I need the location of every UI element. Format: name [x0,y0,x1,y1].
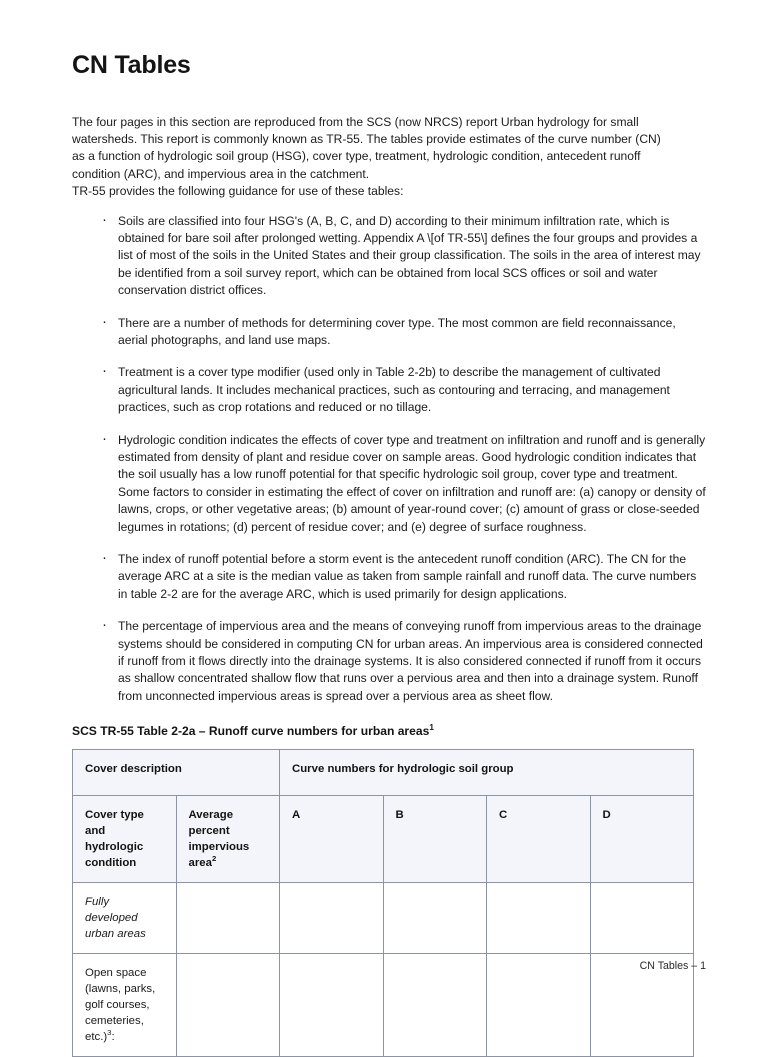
header-average-percent-impervious [176,796,280,883]
guidance-item: · Hydrologic condition indicates the effects of cover type and treatment on infiltration and runoff and is generally estimated from density of plant and residue cover on sample areas. Good hydrologic condition indicates that the soil usually has a low runoff potential for that specific hydrologic soil group, cover type and treatment. Some factors to consider in estimating the effect of cover on infiltration and runoff are: (a) canopy or density of lawns, crops, or other vegetative areas; (b) amount of year-round cover; (c) amount of grass or close-seeded legumes in rotations; (d) percent of residue cover; and (e) degree of surface roughness. [72,432,706,536]
intro-paragraph-2: TR-55 provides the following guidance for use of these tables: [72,184,404,199]
row-value-a [280,954,384,1057]
guidance-item: · There are a number of methods for determining cover type. The most common are field reconnaissance, aerial photographs, and land use maps. [72,315,706,350]
intro-paragraph-1: The four pages in this section are reproduced from the SCS (now NRCS) report Urban hydrology for small watersheds. This report is commonly known as TR-55. The tables provide estimates of the curve number (CN) as a function of hydrologic soil group (HSG), cover type, treatment, hydrologic condition, antecedent runoff condition (ARC), and impervious area in the catchment. [72,114,661,181]
row-label-open-space [73,954,177,1057]
guidance-list [72,213,706,706]
guidance-item: · Soils are classified into four HSG's (A, B, C, and D) according to their minimum infiltration rate, which is obtained for bare soil after prolonged wetting. Appendix A \[of TR-55\] defines the four groups and provides a list of most of the soils in the United States and their group classification. The soils in the area of interest may be identified from a soil survey report, which can be obtained from local SCS offices or soil and water conservation district offices. [72,213,706,300]
row-value-b [383,883,487,954]
row-label-open-space-suffix: : [111,1031,115,1044]
table-row [73,954,694,1057]
table-row [73,883,694,954]
table-caption-footnote-marker: 1 [429,723,434,733]
table-body [73,883,694,1057]
table-caption-text: SCS TR-55 Table 2-2a – Runoff curve numbers for urban areas [72,724,430,739]
header-group-b: B [383,796,487,883]
header-cover-type: Cover type and hydrologic condition [73,796,177,883]
row-label-fully-developed-urban-areas: Fully developed urban areas [73,883,177,954]
header-group-a: A [280,796,384,883]
guidance-item: · Treatment is a cover type modifier (used only in Table 2-2b) to describe the management of cultivated agricultural lands. It includes mechanical practices, such as contouring and terracing, and management practices, such as crop rotations and reduced or no tillage. [72,364,706,416]
guidance-item: · The percentage of impervious area and the means of conveying runoff from impervious areas to the drainage systems should be considered in computing CN for urban areas. An impervious area is considered connected if runoff from it flows directly into the drainage systems. It is also considered connected if runoff from it occurs as shallow concentrated shallow flow that runs over a pervious area and then into a drainage system. Runoff from unconnected impervious areas is spread over a pervious area as sheet flow. [72,618,706,705]
table-header [73,750,694,883]
header-impervious-text: Average percent impervious area [188,809,250,870]
row-label-footnote-marker: 3 [107,1028,112,1038]
row-value-a [280,883,384,954]
page-footer: CN Tables – 1 [639,960,706,972]
table-header-row-columns [73,796,694,883]
guidance-item: · The index of runoff potential before a storm event is the antecedent runoff condition (ARC). The CN for the average ARC at a site is the median value as taken from sample rainfall and runoff data. The curve numbers in table 2-2 are for the average ARC, which is used primarily for design applications. [72,551,706,603]
row-impervious-value [176,954,280,1057]
runoff-curve-number-table [72,749,694,1057]
header-cover-description: Cover description [73,750,280,796]
row-value-c [487,883,591,954]
table-caption [72,724,706,738]
row-value-b [383,954,487,1057]
header-curve-numbers: Curve numbers for hydrologic soil group [280,750,694,796]
header-group-d: D [590,796,694,883]
row-value-d [590,883,694,954]
row-value-c [487,954,591,1057]
header-impervious-footnote-marker: 2 [211,854,217,864]
header-group-c: C [487,796,591,883]
row-label-open-space-text: Open space (lawns, parks, golf courses, cemeteries, etc.) [85,967,156,1044]
table-header-row-group [73,750,694,796]
page-title: CN Tables [72,51,191,79]
row-impervious-value [176,883,280,954]
